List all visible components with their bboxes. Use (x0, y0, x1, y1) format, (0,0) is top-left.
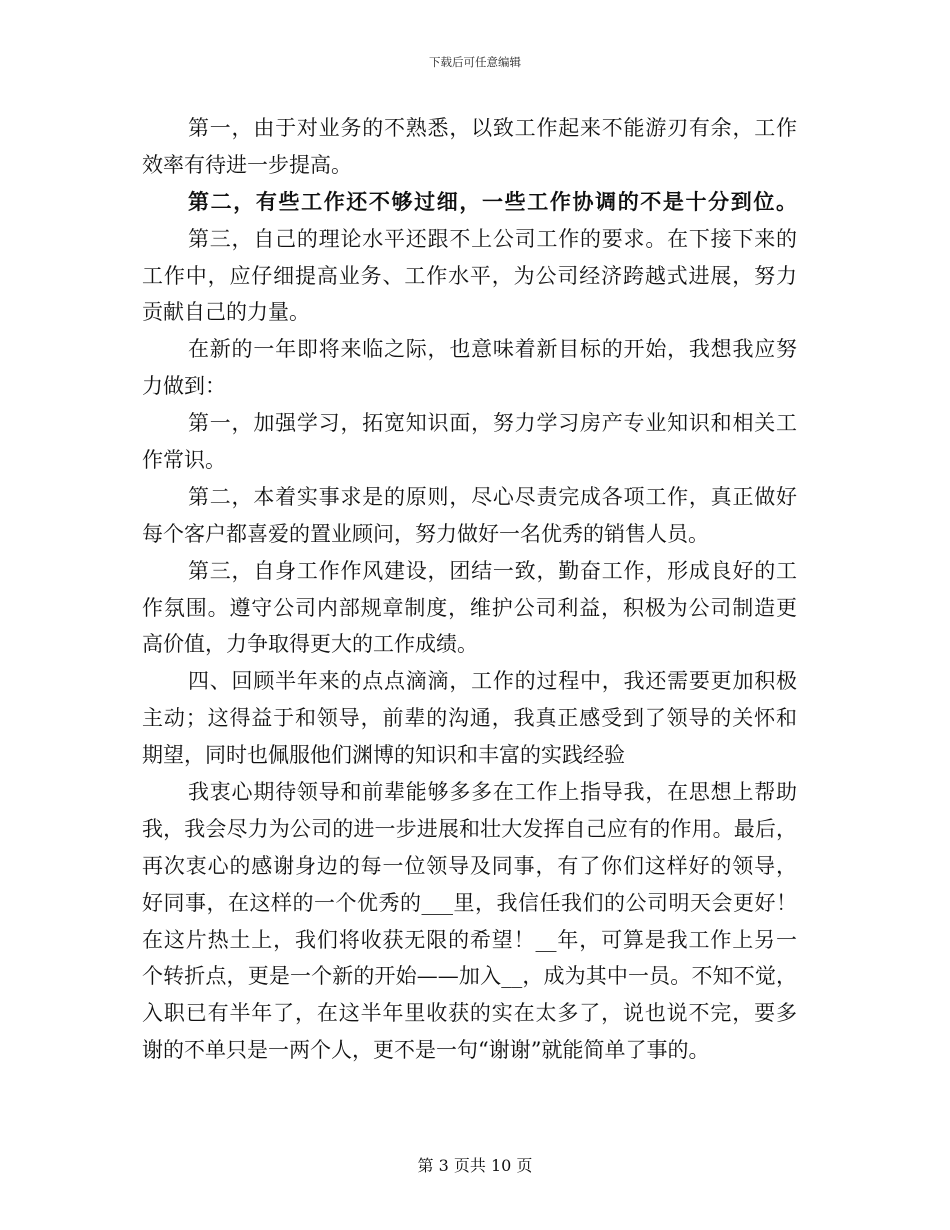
text-line: 每个客户都喜爱的置业顾问，努力做好一名优秀的销售人员。 (142, 521, 709, 546)
paragraph (142, 331, 797, 405)
text-line: 主动；这得益于和领导，前辈的沟通，我真正感受到了领导的关怀和 (142, 706, 797, 731)
text-line: 第二，有些工作还不够过细，一些工作协调的不是十分到位。 (188, 188, 797, 214)
paragraph (142, 110, 797, 184)
text-line: 期望，同时也佩服他们渊博的知识和丰富的实践经验 (142, 743, 625, 768)
paragraph (142, 479, 797, 553)
paragraph (142, 553, 797, 664)
text-line: 作氛围。遵守公司内部规章制度，维护公司利益，积极为公司制造更 (142, 595, 797, 620)
text-line: 第三，自身工作作风建设，团结一致，勤奋工作，形成良好的工 (188, 558, 797, 583)
text-line: 我，我会尽力为公司的进一步进展和壮大发挥自己应有的作用。最后， (142, 816, 797, 841)
text-line: 工作中，应仔细提高业务、工作水平，为公司经济跨越式进展，努力 (142, 263, 797, 288)
paragraph (142, 663, 797, 774)
text-line: 第一，加强学习，拓宽知识面，努力学习房产专业知识和相关工 (188, 411, 797, 436)
text-line: 四、回顾半年来的点点滴滴，工作的过程中，我还需要更加积极 (188, 669, 797, 694)
text-line: 力做到： (142, 374, 226, 399)
text-line: 入职已有半年了，在这半年里收获的实在太多了，说也说不完，要多 (142, 1001, 797, 1026)
paragraph (142, 221, 797, 332)
text-line: 在新的一年即将来临之际，也意味着新目标的开始，我想我应努 (188, 337, 797, 362)
text-line: 第二，本着实事求是的原则，尽心尽责完成各项工作，真正做好 (188, 484, 797, 509)
text-line: 个转折点，更是一个新的开始——加入__，成为其中一员。不知不觉， (142, 964, 797, 989)
text-line: 好同事，在这样的一个优秀的___里，我信任我们的公司明天会更好！ (142, 890, 797, 915)
text-line: 再次衷心的感谢身边的每一位领导及同事，有了你们这样好的领导， (142, 853, 797, 878)
text-line: 谢的不单只是一两个人，更不是一句“谢谢”就能简单了事的。 (142, 1038, 710, 1063)
text-line: 在这片热土上，我们将收获无限的希望！__年，可算是我工作上另一 (142, 927, 797, 952)
page-number-footer: 第 3 页共 10 页 (417, 1156, 533, 1175)
paragraph (142, 405, 797, 479)
text-line: 我衷心期待领导和前辈能够多多在工作上指导我，在思想上帮助 (188, 780, 797, 805)
document-body (142, 110, 797, 1069)
text-line: 第三，自己的理论水平还跟不上公司工作的要求。在下接下来的 (188, 226, 797, 251)
text-line: 作常识。 (142, 448, 226, 473)
paragraph (142, 774, 797, 1069)
text-line: 第一，由于对业务的不熟悉，以致工作起来不能游刃有余，工作 (188, 116, 797, 140)
text-line: 贡献自己的力量。 (142, 300, 310, 325)
paragraph-bold (142, 184, 797, 221)
text-line: 效率有待进一步提高。 (142, 152, 352, 177)
text-line: 高价值，力争取得更大的工作成绩。 (142, 632, 478, 657)
page-header: 下载后可任意编辑 (429, 55, 521, 69)
